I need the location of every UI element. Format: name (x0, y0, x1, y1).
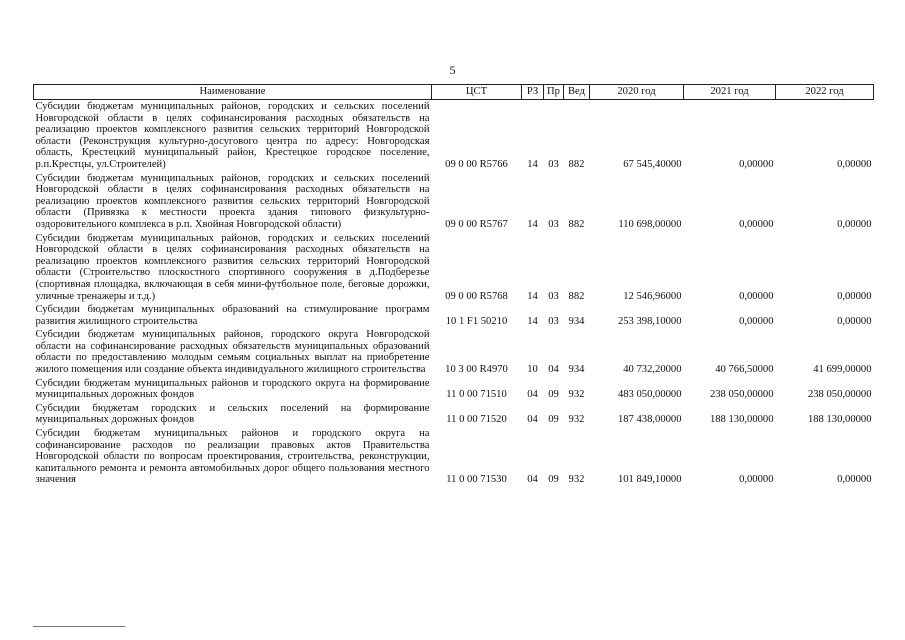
row-2021: 0,00000 (739, 315, 774, 327)
row-2020: 12 546,96000 (623, 290, 682, 302)
row-name: Субсидии бюджетам муниципальных районов и городского округа на формирование муниципальных дорожных фондов (35, 377, 430, 401)
row-ved: 882 (568, 218, 585, 230)
row-2022: 0,00000 (837, 474, 872, 486)
row-pr: 03 (548, 158, 559, 170)
row-2022: 238 050,00000 (807, 389, 872, 401)
row-rz: 04 (527, 389, 538, 401)
row-rz: 14 (527, 158, 538, 170)
row-pr: 03 (548, 218, 559, 230)
header-2022: 2022 год (776, 85, 874, 100)
row-name: Субсидии бюджетам муниципальных районов и городского округа на софинансирование расходов по реализации правовых актов Правительства Новгородской области по вопросам проектирования, строительства, реконструкции, капитального ремонта и ремонта автомобильных дорог общего пользования местного значения (35, 428, 430, 486)
row-cst: 11 0 00 71530 (446, 474, 507, 486)
row-2022: 0,00000 (837, 218, 872, 230)
row-name: Субсидии бюджетам муниципальных районов, городского округа Новгородской области на софинансирование расходных обязательств муниципальных образований области по предоставлению молодым семьям социальных выплат на приобретение жилого помещения или создание объекта индивидуального жилищного строительства (35, 329, 430, 376)
row-name: Субсидии бюджетам городских и сельских поселений на формирование муниципальных дорожных фондов (35, 402, 430, 426)
table-row (34, 427, 874, 487)
row-cst: 09 0 00 R5767 (445, 218, 508, 230)
table-header-row (34, 85, 874, 100)
row-2022: 0,00000 (837, 158, 872, 170)
header-2020: 2020 год (590, 85, 684, 100)
row-pr: 03 (548, 315, 559, 327)
header-name: Наименование (34, 85, 432, 100)
row-ved: 932 (568, 474, 585, 486)
row-rz: 10 (527, 364, 538, 376)
row-2020: 40 732,20000 (623, 364, 682, 376)
row-cst: 09 0 00 R5766 (445, 158, 508, 170)
row-name: Субсидии бюджетам муниципальных образований на стимулирование программ развития жилищного строительства (35, 304, 430, 327)
row-pr: 04 (548, 364, 559, 376)
page-number: 5 (449, 63, 456, 77)
row-name: Субсидии бюджетам муниципальных районов, городских и сельских поселений Новгородской области в целях софинансирования расходных обязательств на реализацию проектов комплексного развития сельских территорий Новгородской области (Реконструкция культурно-досугового центра по адресу: Новгородская область, Крестецкий муниципальный район, Крестецкое городское поселение, р.п.Крестцы, ул.Строителей) (35, 101, 430, 170)
budget-table (33, 84, 874, 487)
table-row (34, 377, 874, 402)
row-pr: 09 (548, 414, 559, 426)
row-pr: 09 (548, 389, 559, 401)
row-pr: 09 (548, 474, 559, 486)
header-rz: РЗ (522, 85, 544, 100)
header-ved: Вед (564, 85, 590, 100)
row-2021: 0,00000 (739, 158, 774, 170)
row-cst: 11 0 00 71510 (446, 389, 507, 401)
row-ved: 932 (568, 389, 585, 401)
row-2020: 67 545,40000 (623, 158, 682, 170)
row-2020: 110 698,00000 (618, 218, 682, 230)
row-2020: 253 398,10000 (617, 315, 682, 327)
row-rz: 04 (527, 414, 538, 426)
row-ved: 882 (568, 158, 585, 170)
table-row (34, 100, 874, 172)
row-cst: 10 1 F1 50210 (445, 315, 508, 327)
row-2021: 0,00000 (739, 290, 774, 302)
row-2022: 0,00000 (837, 315, 872, 327)
header-pr: Пр (544, 85, 564, 100)
table-row (34, 402, 874, 427)
row-2022: 41 699,00000 (813, 364, 872, 376)
row-2021: 188 130,00000 (709, 414, 774, 426)
row-ved: 882 (568, 290, 585, 302)
row-2021: 0,00000 (739, 474, 774, 486)
row-rz: 14 (527, 315, 538, 327)
row-name: Субсидии бюджетам муниципальных районов, городских и сельских поселений Новгородской области в целях софинансирования расходных обязательств на реализацию проектов комплексного развития сельских территорий Новгородской области (Привязка к местности проекта здания типового физкультурно-оздоровительного комплекса в р.п. Хвойная Новгородской области) (35, 172, 430, 230)
row-rz: 04 (527, 474, 538, 486)
row-2020: 101 849,10000 (617, 474, 682, 486)
header-cst: ЦСТ (432, 85, 522, 100)
row-2022: 188 130,00000 (807, 414, 872, 426)
row-rz: 14 (527, 218, 538, 230)
row-2021: 0,00000 (739, 218, 774, 230)
row-cst: 09 0 00 R5768 (445, 290, 508, 302)
table-row (34, 303, 874, 328)
row-rz: 14 (527, 290, 538, 302)
row-ved: 934 (568, 364, 585, 376)
table-row (34, 232, 874, 304)
row-name: Субсидии бюджетам муниципальных районов, городских и сельских поселений Новгородской области в целях софинансирования расходных обязательств на реализацию проектов комплексного развития сельских территорий Новгородской области (Строительство плоскостного спортивного сооружения в д.Подберезье (спортивная площадка, включающая в себя мини-футбольное поле, беговые дорожки, уличные тренажеры и т.д.) (35, 232, 430, 302)
row-2020: 483 050,00000 (617, 389, 682, 401)
row-cst: 10 3 00 R4970 (445, 364, 508, 376)
header-2021: 2021 год (684, 85, 776, 100)
row-2022: 0,00000 (837, 290, 872, 302)
row-ved: 934 (568, 315, 585, 327)
table-row (34, 328, 874, 376)
row-2021: 40 766,50000 (715, 364, 774, 376)
row-pr: 03 (548, 290, 559, 302)
row-ved: 932 (568, 414, 585, 426)
table-row (34, 172, 874, 232)
row-2021: 238 050,00000 (709, 389, 774, 401)
row-cst: 11 0 00 71520 (446, 414, 507, 426)
row-2020: 187 438,00000 (617, 414, 682, 426)
footnote-separator-line (33, 626, 125, 627)
